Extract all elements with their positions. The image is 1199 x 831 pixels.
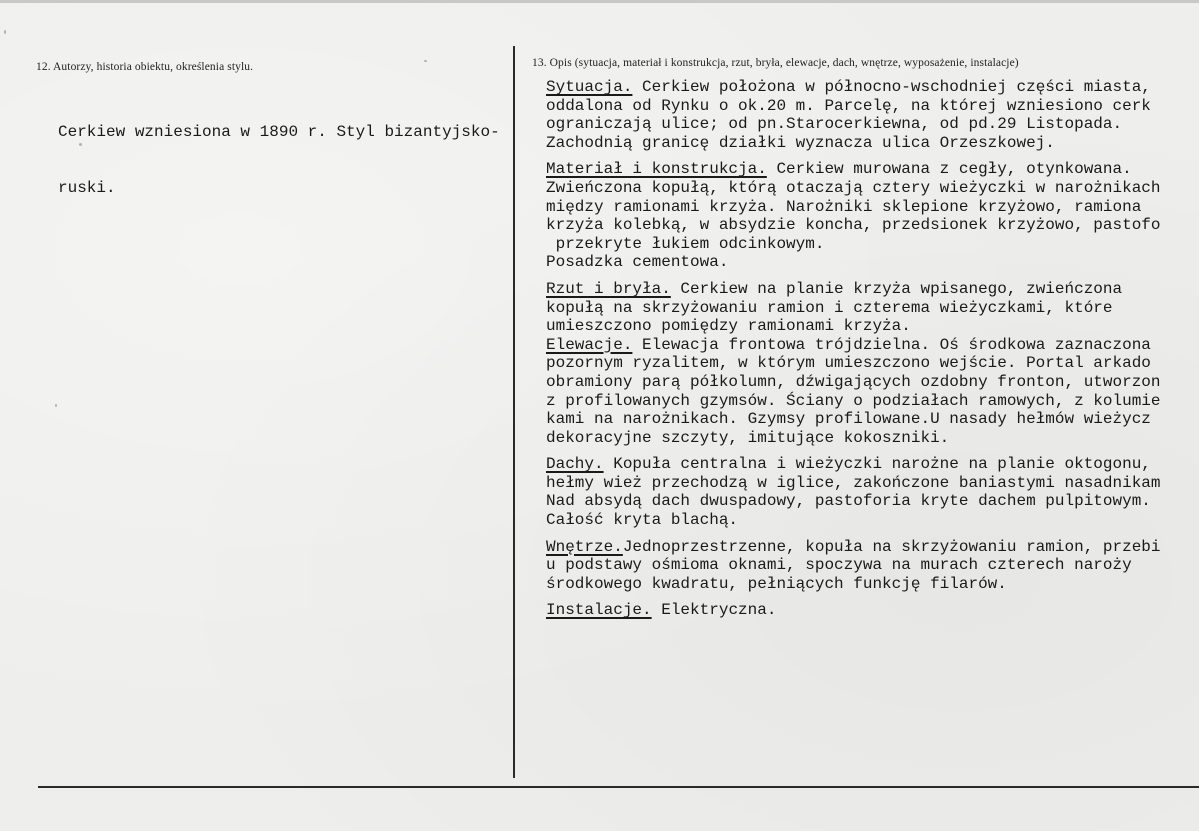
paragraph-first-line: [546, 601, 1199, 620]
paragraph-line: kami na narożnikach. Gzymsy profilowane.U nasady hełmów wieżycz: [546, 410, 1151, 429]
description-paragraph: [546, 336, 1199, 448]
paragraph-line: z profilowanych gzymsów. Ściany o podziałach ramowych, z kolumie: [546, 391, 1161, 410]
paragraph-heading: Dachy.: [546, 455, 604, 474]
paragraph-line: Posadzka cementowa.: [546, 253, 729, 272]
paragraph-text: Kopuła centralna i wieżyczki narożne na planie oktogonu,: [603, 455, 1151, 474]
paragraph-line: Zwieńczona kopułą, którą otaczają cztery wieżyczki w narożnikach: [546, 178, 1161, 197]
paragraph-first-line: [546, 78, 1199, 97]
paragraph-heading: Rzut i bryła.: [546, 279, 671, 298]
scan-speck: [424, 60, 427, 62]
paragraph-line: u podstawy ośmioma oknami, spoczywa na murach czterech naroży: [546, 556, 1132, 575]
paragraph-line: pozornym ryzalitem, w którym umieszczono wejście. Portal arkado: [546, 354, 1151, 373]
paragraph-first-line: [546, 336, 1199, 355]
description-paragraph: [546, 601, 1199, 620]
scan-speck: [79, 143, 82, 146]
paragraph-line: hełmy wież przechodzą w iglice, zakończone baniastymi nasadnikam: [546, 473, 1161, 492]
scan-speck: [55, 404, 57, 407]
history-line: Cerkiew wzniesiona w 1890 r. Styl bizantyjsko-: [58, 123, 500, 142]
description-text: [546, 78, 1199, 628]
description-paragraph: [546, 280, 1199, 336]
paragraph-text: Elewacja frontowa trójdzielna. Oś środkowa zaznaczona: [632, 335, 1151, 354]
paragraph-text: Cerkiew murowana z cegły, otynkowana.: [766, 160, 1132, 179]
paragraph-heading: Instalacje.: [546, 601, 652, 620]
section-13-label: 13. Opis (sytuacja, materiał i konstrukcja, rzut, bryła, elewacje, dach, wnętrze, wyposażenie, instalacje): [532, 57, 1019, 69]
paragraph-line: Całość kryta blachą.: [546, 511, 739, 530]
paragraph-text: Jednoprzestrzenne, kopuła na skrzyżowaniu ramion, przebi: [622, 537, 1161, 556]
paragraph-line: przekryte łukiem odcinkowym.: [546, 234, 825, 253]
scan-speck: [4, 30, 6, 34]
paragraph-heading: Wnętrze.: [546, 537, 623, 556]
paragraph-first-line: [546, 455, 1199, 474]
paragraph-line: krzyża kolebką, w absydzie koncha, przedsionek krzyżowo, pastofo: [546, 216, 1161, 235]
section-12-label: 12. Autorzy, historia obiektu, określenia stylu.: [36, 61, 254, 73]
column-divider: [513, 46, 515, 778]
description-paragraph: [546, 160, 1199, 272]
paragraph-heading: Sytuacja.: [546, 78, 633, 96]
paragraph-heading: Materiał i konstrukcja.: [546, 160, 767, 179]
paragraph-line: oddalona od Rynku o ok.20 m. Parcelę, na której wzniesiono cerk: [546, 96, 1151, 115]
paragraph-line: umieszczono pomiędzy ramionami krzyża.: [546, 317, 911, 336]
top-edge-rule: [0, 0, 1199, 3]
bottom-rule: [38, 786, 1199, 788]
paragraph-line: między ramionami krzyża. Narożniki sklepione krzyżowo, ramiona: [546, 197, 1142, 216]
paragraph-text: Elektryczna.: [651, 601, 777, 620]
description-paragraph: [546, 538, 1199, 594]
paragraph-first-line: [546, 538, 1199, 557]
paragraph-line: ograniczają ulice; od pn.Starocerkiewna, od pd.29 Listopada.: [546, 115, 1123, 134]
description-paragraph: [546, 78, 1199, 152]
paragraph-line: Nad absydą dach dwuspadowy, pastoforia kryte dachem pulpitowym.: [546, 492, 1151, 511]
paragraph-heading: Elewacje.: [546, 335, 633, 354]
paragraph-line: kopułą na skrzyżowaniu ramion i czterema wieżyczkami, które: [546, 298, 1113, 317]
paragraph-text: Cerkiew położona w północno-wschodniej części miasta,: [632, 78, 1151, 96]
paragraph-first-line: [546, 160, 1199, 179]
paragraph-line: środkowego kwadratu, pełniących funkcję filarów.: [546, 574, 1007, 593]
history-line: ruski.: [58, 178, 116, 197]
paragraph-first-line: [546, 280, 1199, 299]
history-text: [58, 86, 500, 235]
paragraph-text: Cerkiew na planie krzyża wpisanego, zwieńczona: [670, 279, 1123, 298]
paragraph-line: dekoracyjne szczyty, imitujące kokoszniki.: [546, 428, 950, 447]
description-paragraph: [546, 455, 1199, 529]
paragraph-line: Zachodnią granicę działki wyznacza ulica Orzeszkowej.: [546, 133, 1055, 152]
paragraph-line: obramiony parą półkolumn, dźwigających ozdobny fronton, utworzon: [546, 372, 1161, 391]
